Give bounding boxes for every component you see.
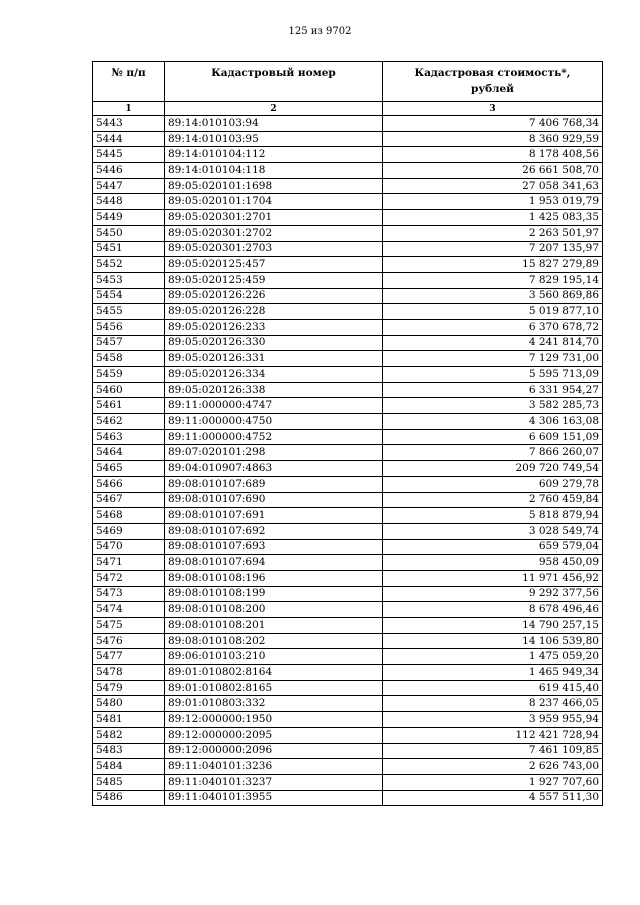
cadastral-value-cell: 7 829 195,14: [383, 272, 603, 288]
table-row: [93, 743, 603, 759]
cadastral-value-cell: 209 720 749,54: [383, 461, 603, 477]
cadastral-number-cell: 89:08:010108:202: [165, 633, 383, 649]
row-number-cell: 5476: [93, 633, 165, 649]
cadastral-value-cell: 6 609 151,09: [383, 429, 603, 445]
table-row: [93, 351, 603, 367]
table-row: [93, 319, 603, 335]
table-row: [93, 288, 603, 304]
row-number-cell: 5470: [93, 539, 165, 555]
cadastral-number-cell: 89:01:010802:8164: [165, 665, 383, 681]
row-number-cell: 5475: [93, 618, 165, 634]
row-number-cell: 5454: [93, 288, 165, 304]
cadastral-value-cell: 1 425 083,35: [383, 210, 603, 226]
table-row: [93, 163, 603, 179]
cadastral-value-cell: 7 406 768,34: [383, 116, 603, 132]
table-row: [93, 602, 603, 618]
table-row: [93, 570, 603, 586]
cadastral-value-cell: 3 560 869,86: [383, 288, 603, 304]
cadastral-number-cell: 89:11:040101:3237: [165, 774, 383, 790]
header-cadastral-number: Кадастровый номер: [165, 62, 383, 102]
cadastral-number-cell: 89:05:020125:459: [165, 272, 383, 288]
cadastral-value-cell: 7 461 109,85: [383, 743, 603, 759]
cadastral-value-cell: 9 292 377,56: [383, 586, 603, 602]
cadastral-value-cell: 4 306 163,08: [383, 414, 603, 430]
row-number-cell: 5458: [93, 351, 165, 367]
row-number-cell: 5478: [93, 665, 165, 681]
cadastral-number-cell: 89:14:010103:94: [165, 116, 383, 132]
cadastral-number-cell: 89:05:020301:2701: [165, 210, 383, 226]
cadastral-number-cell: 89:08:010107:689: [165, 476, 383, 492]
cadastral-number-cell: 89:08:010107:694: [165, 555, 383, 571]
row-number-cell: 5453: [93, 272, 165, 288]
cadastral-value-cell: 8 678 496,46: [383, 602, 603, 618]
table-row: [93, 272, 603, 288]
column-number-2: 2: [165, 102, 383, 116]
row-number-cell: 5466: [93, 476, 165, 492]
cadastral-value-cell: 7 129 731,00: [383, 351, 603, 367]
cadastral-number-cell: 89:11:000000:4747: [165, 398, 383, 414]
row-number-cell: 5485: [93, 774, 165, 790]
table-row: [93, 147, 603, 163]
cadastral-value-cell: 27 058 341,63: [383, 178, 603, 194]
row-number-cell: 5457: [93, 335, 165, 351]
cadastral-number-cell: 89:14:010104:112: [165, 147, 383, 163]
header-cadastral-value: [383, 62, 603, 102]
row-number-cell: 5484: [93, 759, 165, 775]
header-cadastral-value-line1: Кадастровая стоимость*,: [414, 67, 571, 79]
page-number-header: 125 из 9702: [288, 26, 352, 37]
row-number-cell: 5486: [93, 790, 165, 806]
header-cadastral-value-line2: рублей: [471, 83, 514, 95]
row-number-cell: 5482: [93, 727, 165, 743]
row-number-cell: 5461: [93, 398, 165, 414]
table-row: [93, 257, 603, 273]
cadastral-value-cell: 14 106 539,80: [383, 633, 603, 649]
cadastral-number-cell: 89:08:010108:201: [165, 618, 383, 634]
cadastral-value-cell: 8 237 466,05: [383, 696, 603, 712]
cadastral-number-cell: 89:11:000000:4752: [165, 429, 383, 445]
table-row: [93, 633, 603, 649]
cadastral-number-cell: 89:11:000000:4750: [165, 414, 383, 430]
cadastral-value-cell: 11 971 456,92: [383, 570, 603, 586]
row-number-cell: 5459: [93, 367, 165, 383]
row-number-cell: 5456: [93, 319, 165, 335]
row-number-cell: 5447: [93, 178, 165, 194]
cadastral-value-cell: 4 557 511,30: [383, 790, 603, 806]
table-row: [93, 131, 603, 147]
cadastral-number-cell: 89:05:020301:2703: [165, 241, 383, 257]
cadastral-value-cell: 14 790 257,15: [383, 618, 603, 634]
cadastral-number-cell: 89:06:010103:210: [165, 649, 383, 665]
column-number-3: 3: [383, 102, 603, 116]
cadastral-value-cell: 1 927 707,60: [383, 774, 603, 790]
cadastral-value-cell: 1 953 019,79: [383, 194, 603, 210]
table-row: [93, 665, 603, 681]
cadastral-value-cell: 6 370 678,72: [383, 319, 603, 335]
table-row: [93, 241, 603, 257]
cadastral-number-cell: 89:14:010103:95: [165, 131, 383, 147]
table-row: [93, 429, 603, 445]
cadastral-value-cell: 5 818 879,94: [383, 508, 603, 524]
table-row: [93, 367, 603, 383]
cadastral-value-cell: 2 263 501,97: [383, 225, 603, 241]
cadastral-number-cell: 89:08:010108:200: [165, 602, 383, 618]
cadastral-value-cell: 15 827 279,89: [383, 257, 603, 273]
row-number-cell: 5467: [93, 492, 165, 508]
cadastral-number-cell: 89:05:020125:457: [165, 257, 383, 273]
table-row: [93, 759, 603, 775]
row-number-cell: 5465: [93, 461, 165, 477]
cadastral-number-cell: 89:05:020301:2702: [165, 225, 383, 241]
cadastral-number-cell: 89:05:020126:233: [165, 319, 383, 335]
cadastral-number-cell: 89:08:010107:690: [165, 492, 383, 508]
row-number-cell: 5464: [93, 445, 165, 461]
header-row-number: № п/п: [93, 62, 165, 102]
table-row: [93, 712, 603, 728]
row-number-cell: 5481: [93, 712, 165, 728]
row-number-cell: 5462: [93, 414, 165, 430]
table-body: [93, 116, 603, 806]
table-row: [93, 727, 603, 743]
cadastral-value-cell: 619 415,40: [383, 680, 603, 696]
cadastral-number-cell: 89:08:010108:196: [165, 570, 383, 586]
cadastral-value-cell: 3 582 285,73: [383, 398, 603, 414]
table-row: [93, 382, 603, 398]
cadastral-value-cell: 659 579,04: [383, 539, 603, 555]
cadastral-number-cell: 89:08:010107:693: [165, 539, 383, 555]
row-number-cell: 5445: [93, 147, 165, 163]
cadastral-value-cell: 1 465 949,34: [383, 665, 603, 681]
row-number-cell: 5479: [93, 680, 165, 696]
cadastral-number-cell: 89:05:020126:334: [165, 367, 383, 383]
table-row: [93, 178, 603, 194]
table-row: [93, 461, 603, 477]
row-number-cell: 5451: [93, 241, 165, 257]
cadastral-value-cell: 26 661 508,70: [383, 163, 603, 179]
cadastral-number-cell: 89:05:020126:226: [165, 288, 383, 304]
cadastral-value-cell: 1 475 059,20: [383, 649, 603, 665]
cadastral-value-cell: 7 866 260,07: [383, 445, 603, 461]
row-number-cell: 5471: [93, 555, 165, 571]
table-row: [93, 398, 603, 414]
row-number-cell: 5444: [93, 131, 165, 147]
cadastral-number-cell: 89:05:020126:330: [165, 335, 383, 351]
table-row: [93, 539, 603, 555]
table-header-row: [93, 62, 603, 102]
row-number-cell: 5469: [93, 523, 165, 539]
row-number-cell: 5474: [93, 602, 165, 618]
row-number-cell: 5463: [93, 429, 165, 445]
cadastral-number-cell: 89:05:020126:228: [165, 304, 383, 320]
cadastral-value-cell: 5 019 877,10: [383, 304, 603, 320]
cadastral-value-cell: 3 028 549,74: [383, 523, 603, 539]
cadastral-value-cell: 8 178 408,56: [383, 147, 603, 163]
row-number-cell: 5446: [93, 163, 165, 179]
cadastral-number-cell: 89:08:010107:691: [165, 508, 383, 524]
cadastral-value-cell: 958 450,09: [383, 555, 603, 571]
table-row: [93, 523, 603, 539]
row-number-cell: 5455: [93, 304, 165, 320]
table-row: [93, 586, 603, 602]
table-row: [93, 555, 603, 571]
table-row: [93, 680, 603, 696]
column-number-row: [93, 102, 603, 116]
cadastral-value-cell: 7 207 135,97: [383, 241, 603, 257]
cadastral-value-cell: 4 241 814,70: [383, 335, 603, 351]
table-row: [93, 304, 603, 320]
table-row: [93, 116, 603, 132]
row-number-cell: 5449: [93, 210, 165, 226]
cadastral-value-cell: 609 279,78: [383, 476, 603, 492]
table-row: [93, 649, 603, 665]
row-number-cell: 5477: [93, 649, 165, 665]
cadastral-value-cell: 2 760 459,84: [383, 492, 603, 508]
row-number-cell: 5460: [93, 382, 165, 398]
row-number-cell: 5468: [93, 508, 165, 524]
table-row: [93, 618, 603, 634]
column-number-1: 1: [93, 102, 165, 116]
cadastral-value-cell: 8 360 929,59: [383, 131, 603, 147]
row-number-cell: 5450: [93, 225, 165, 241]
cadastral-number-cell: 89:12:000000:2096: [165, 743, 383, 759]
row-number-cell: 5473: [93, 586, 165, 602]
cadastral-number-cell: 89:05:020126:338: [165, 382, 383, 398]
cadastral-number-cell: 89:08:010107:692: [165, 523, 383, 539]
cadastral-number-cell: 89:07:020101:298: [165, 445, 383, 461]
row-number-cell: 5480: [93, 696, 165, 712]
table-row: [93, 790, 603, 806]
cadastral-number-cell: 89:01:010802:8165: [165, 680, 383, 696]
cadastral-number-cell: 89:08:010108:199: [165, 586, 383, 602]
cadastral-value-cell: 5 595 713,09: [383, 367, 603, 383]
cadastral-number-cell: 89:05:020101:1704: [165, 194, 383, 210]
cadastral-number-cell: 89:11:040101:3955: [165, 790, 383, 806]
cadastral-number-cell: 89:12:000000:2095: [165, 727, 383, 743]
table-row: [93, 194, 603, 210]
table-row: [93, 696, 603, 712]
table-row: [93, 225, 603, 241]
cadastral-number-cell: 89:11:040101:3236: [165, 759, 383, 775]
cadastral-number-cell: 89:01:010803:332: [165, 696, 383, 712]
table-row: [93, 445, 603, 461]
table-row: [93, 508, 603, 524]
cadastral-number-cell: 89:12:000000:1950: [165, 712, 383, 728]
row-number-cell: 5483: [93, 743, 165, 759]
cadastral-number-cell: 89:04:010907:4863: [165, 461, 383, 477]
table-row: [93, 492, 603, 508]
table-row: [93, 414, 603, 430]
row-number-cell: 5472: [93, 570, 165, 586]
table-row: [93, 476, 603, 492]
row-number-cell: 5443: [93, 116, 165, 132]
cadastral-number-cell: 89:05:020101:1698: [165, 178, 383, 194]
cadastral-value-cell: 2 626 743,00: [383, 759, 603, 775]
cadastral-value-cell: 112 421 728,94: [383, 727, 603, 743]
cadastral-number-cell: 89:05:020126:331: [165, 351, 383, 367]
cadastral-number-cell: 89:14:010104:118: [165, 163, 383, 179]
row-number-cell: 5452: [93, 257, 165, 273]
table-row: [93, 210, 603, 226]
cadastral-value-cell: 3 959 955,94: [383, 712, 603, 728]
table-row: [93, 774, 603, 790]
cadastral-value-cell: 6 331 954,27: [383, 382, 603, 398]
table-row: [93, 335, 603, 351]
cadastral-value-table: [92, 61, 603, 806]
row-number-cell: 5448: [93, 194, 165, 210]
